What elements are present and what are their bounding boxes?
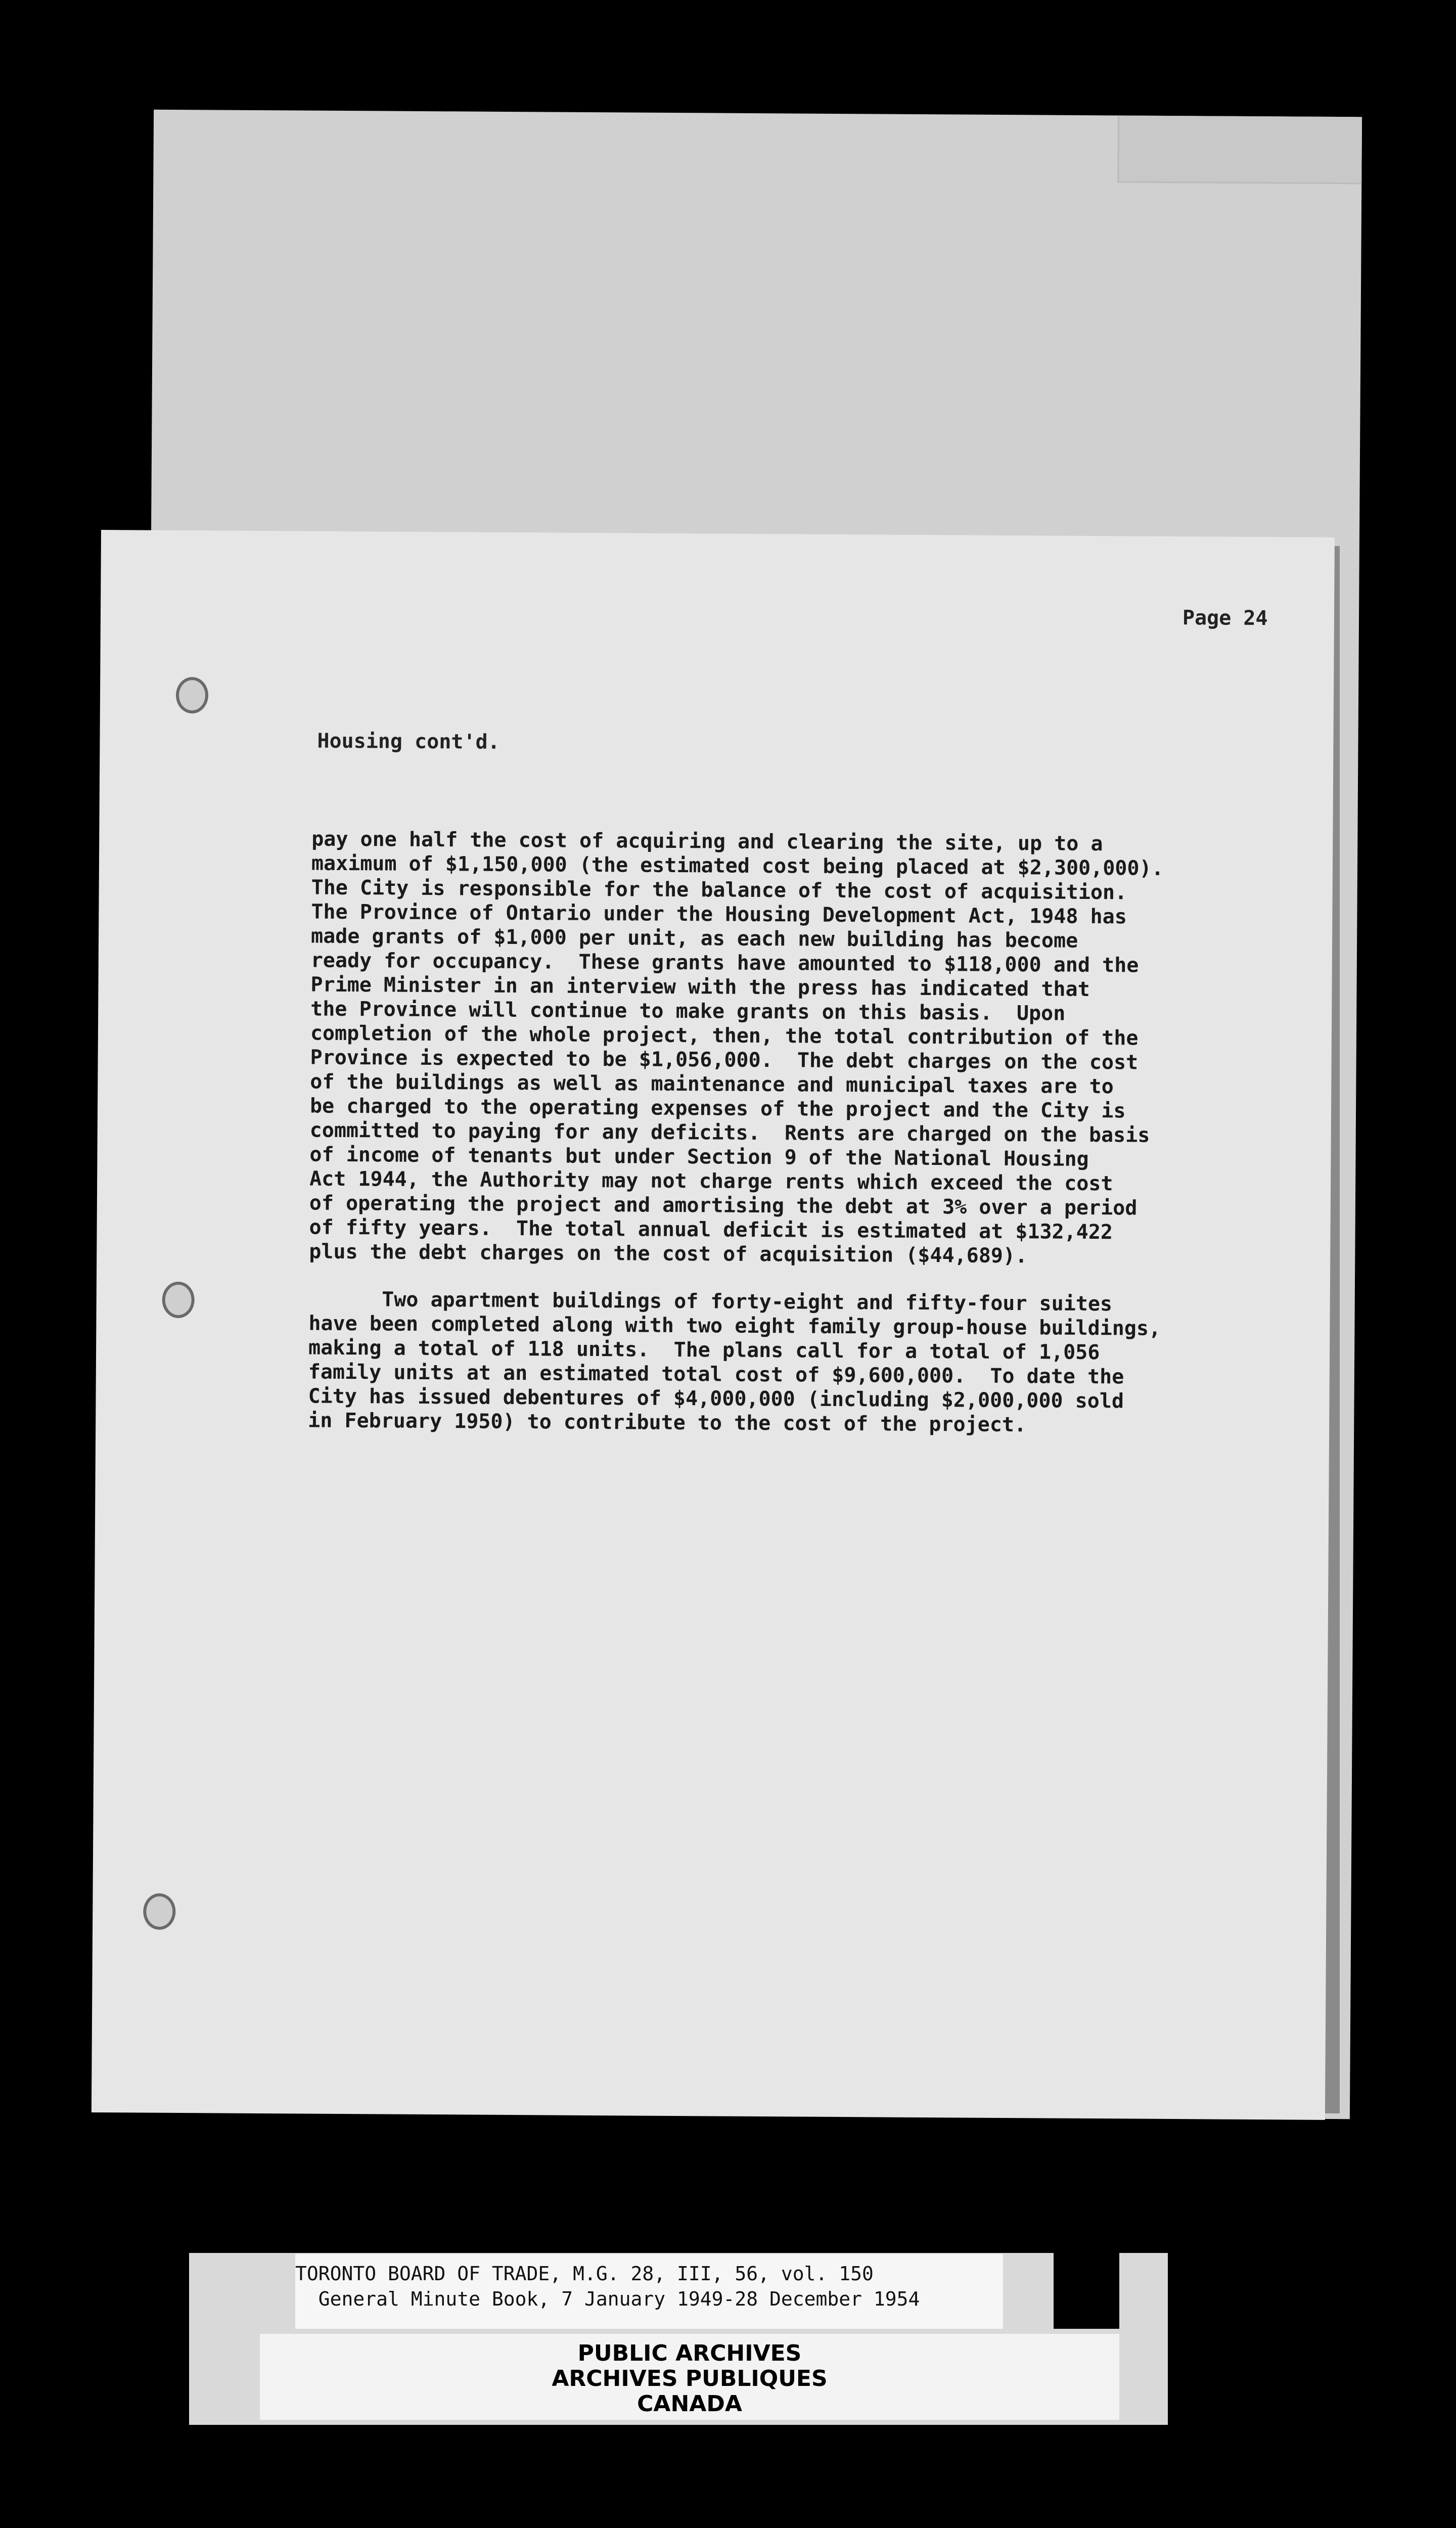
paragraph-2 <box>308 1287 1340 1439</box>
punch-hole-middle <box>162 1282 194 1318</box>
paragraph-line: making a total of 118 units. The plans call for a total of 1,056 <box>308 1336 1100 1365</box>
paragraph-line: Prime Minister in an interview with the press has indicated that <box>310 973 1090 1001</box>
archive-name-french: ARCHIVES PUBLIQUES <box>552 2366 828 2391</box>
paragraph-line: plus the debt charges on the cost of acquisition ($44,689). <box>309 1240 1028 1268</box>
archive-stamp <box>260 2334 1119 2420</box>
paragraph-line: Act 1944, the Authority may not charge rents which exceed the cost <box>309 1167 1113 1196</box>
paragraph-line: pay one half the cost of acquiring and clearing the site, up to a <box>311 827 1103 856</box>
punch-hole-bottom <box>143 1893 175 1930</box>
document-page <box>92 530 1335 2120</box>
paragraph-line: Province is expected to be $1,056,000. The debt charges on the cost <box>310 1046 1139 1074</box>
label-notch <box>1054 2253 1119 2329</box>
paragraph-line: of income of tenants but under Section 9 of the National Housing <box>309 1143 1089 1171</box>
paragraph-line: ready for occupancy. These grants have amounted to $118,000 and the <box>310 949 1139 977</box>
citation-line: General Minute Book, 7 January 1949-28 December 1954 <box>295 2288 920 2310</box>
archive-citation <box>295 2254 1003 2329</box>
paragraph-1 <box>309 827 1343 1270</box>
paragraph-line: Two apartment buildings of forty-eight and fifty-four suites <box>308 1287 1113 1316</box>
paragraph-line: The City is responsible for the balance of the cost of acquisition. <box>311 876 1127 905</box>
page-number: Page 24 <box>1182 606 1268 630</box>
paragraph-line: of fifty years. The total annual deficit is estimated at $132,422 <box>309 1215 1113 1244</box>
background-sheet-corner <box>1117 115 1362 184</box>
paragraph-line: be charged to the operating expenses of the project and the City is <box>309 1094 1126 1123</box>
archive-name-english: PUBLIC ARCHIVES <box>577 2340 802 2366</box>
paragraph-line: of the buildings as well as maintenance and municipal taxes are to <box>310 1070 1114 1099</box>
citation-line: TORONTO BOARD OF TRADE, M.G. 28, III, 56, vol. 150 <box>295 2263 874 2285</box>
paragraph-line: have been completed along with two eight family group-house buildings, <box>308 1312 1161 1340</box>
paragraph-line: made grants of $1,000 per unit, as each new building has become <box>310 924 1078 953</box>
paragraph-line: maximum of $1,150,000 (the estimated cost being placed at $2,300,000). <box>311 851 1164 880</box>
paragraph-line: City has issued debentures of $4,000,000 (including $2,000,000 sold <box>308 1384 1124 1413</box>
punch-hole-top <box>176 677 208 713</box>
paragraph-line: family units at an estimated total cost of $9,600,000. To date the <box>308 1360 1124 1389</box>
paragraph-line: of operating the project and amortising the debt at 3% over a period <box>309 1191 1138 1220</box>
section-heading: Housing cont'd. <box>317 729 500 754</box>
paragraph-line: completion of the whole project, then, the total contribution of the <box>310 1021 1139 1050</box>
paragraph-line: The Province of Ontario under the Housing Development Act, 1948 has <box>311 900 1127 929</box>
paragraph-line: the Province will continue to make grants on this basis. Upon <box>310 997 1066 1025</box>
archive-country: CANADA <box>637 2391 742 2417</box>
paragraph-line: in February 1950) to contribute to the cost of the project. <box>308 1409 1027 1437</box>
archive-label <box>189 2253 1168 2425</box>
paragraph-line: committed to paying for any deficits. Rents are charged on the basis <box>309 1118 1150 1147</box>
